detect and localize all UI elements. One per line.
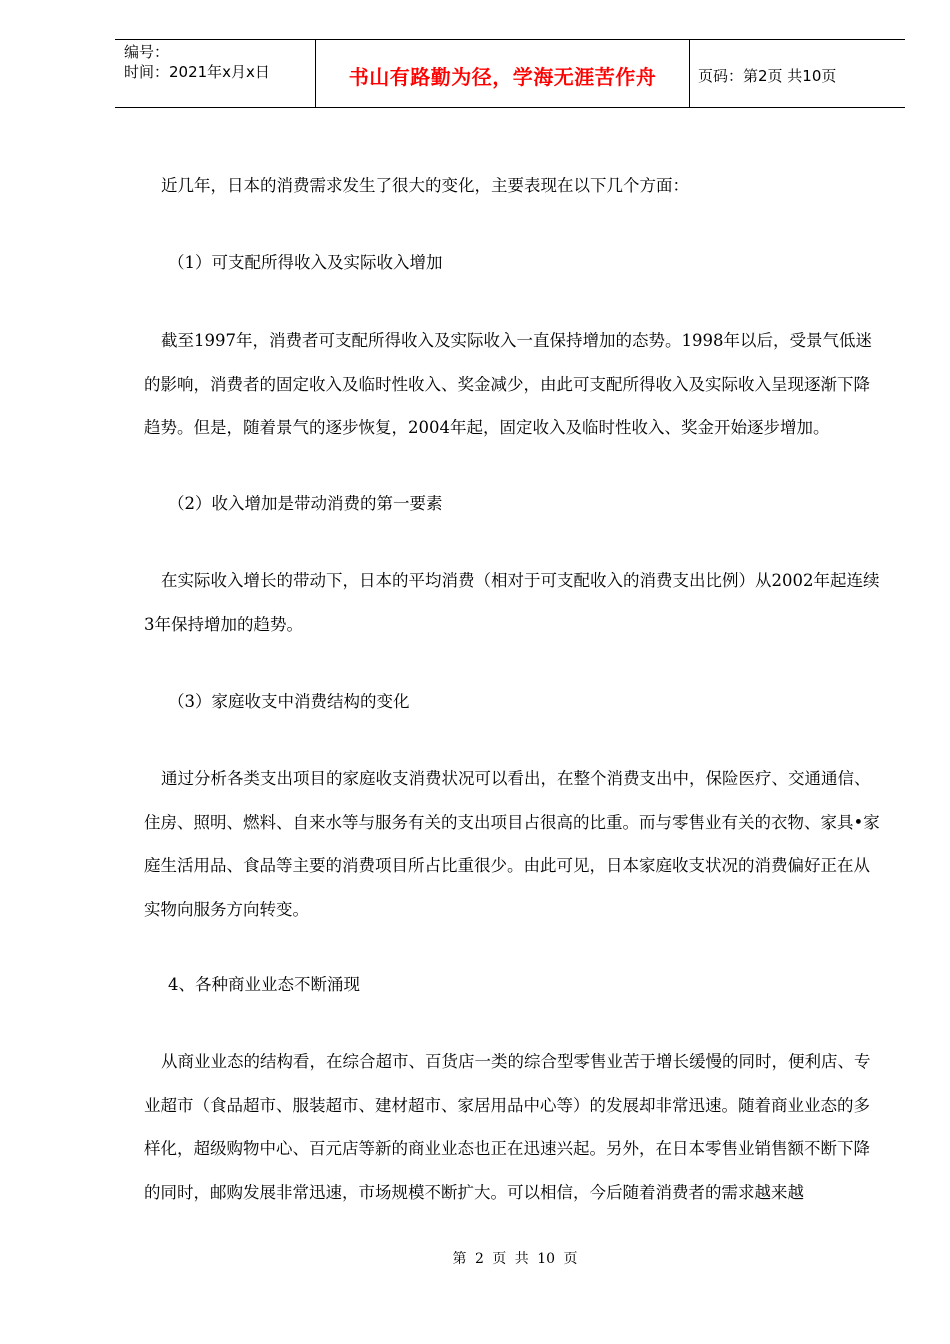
section-heading-1: （1）可支配所得收入及实际收入增加 — [168, 253, 443, 272]
paragraph-structure: 通过分析各类支出项目的家庭收支消费状况可以看出，在整个消费支出中，保险医疗、交通通信、住房、照明、燃料、自来水等与服务有关的支出项目占很高的比重。而与零售业有关的衣物、家具•家庭生活用品、食品等主要的消费项目所占比重很少。由此可见，日本家庭收支状况的消费偏好正在从实物向服务方向转变。 — [144, 769, 880, 919]
section-heading-4: 4、各种商业业态不断涌现 — [168, 975, 360, 994]
paragraph-formats: 从商业业态的结构看，在综合超市、百货店一类的综合型零售业苦于增长缓慢的同时，便利店、专业超市（食品超市、服装超市、建材超市、家居用品中心等）的发展却非常迅速。随着商业业态的多样化，超级购物中心、百元店等新的商业业态也正在迅速兴起。另外，在日本零售业销售额不断下降的同时，邮购发展非常迅速，市场规模不断扩大。可以相信，今后随着消费者的需求越来越 — [144, 1052, 871, 1202]
page-footer: 第 2 页 共 10 页 — [452, 1251, 578, 1267]
document-number-label: 编号： — [124, 43, 170, 61]
document-time-label: 时间：2021年x月x日 — [124, 63, 270, 81]
section-heading-3: （3）家庭收支中消费结构的变化 — [168, 692, 410, 711]
page-header — [115, 39, 905, 108]
header-page-info: 页码：第2页 共10页 — [698, 67, 837, 85]
header-motto: 书山有路勤为径，学海无涯苦作舟 — [316, 40, 690, 107]
paragraph-consumption: 在实际收入增长的带动下，日本的平均消费（相对于可支配收入的消费支出比例）从2002年起连续3年保持增加的趋势。 — [144, 571, 880, 634]
paragraph-income: 截至1997年，消费者可支配所得收入及实际收入一直保持增加的态势。1998年以后，受景气低迷的影响，消费者的固定收入及临时性收入、奖金减少，由此可支配所得收入及实际收入呈现逐渐下降趋势。但是，随着景气的逐步恢复，2004年起，固定收入及临时性收入、奖金开始逐步增加。 — [144, 331, 872, 437]
paragraph-intro: 近几年，日本的消费需求发生了很大的变化，主要表现在以下几个方面： — [161, 176, 689, 195]
section-heading-2: （2）收入增加是带动消费的第一要素 — [168, 494, 443, 513]
header-meta-cell — [115, 40, 316, 107]
